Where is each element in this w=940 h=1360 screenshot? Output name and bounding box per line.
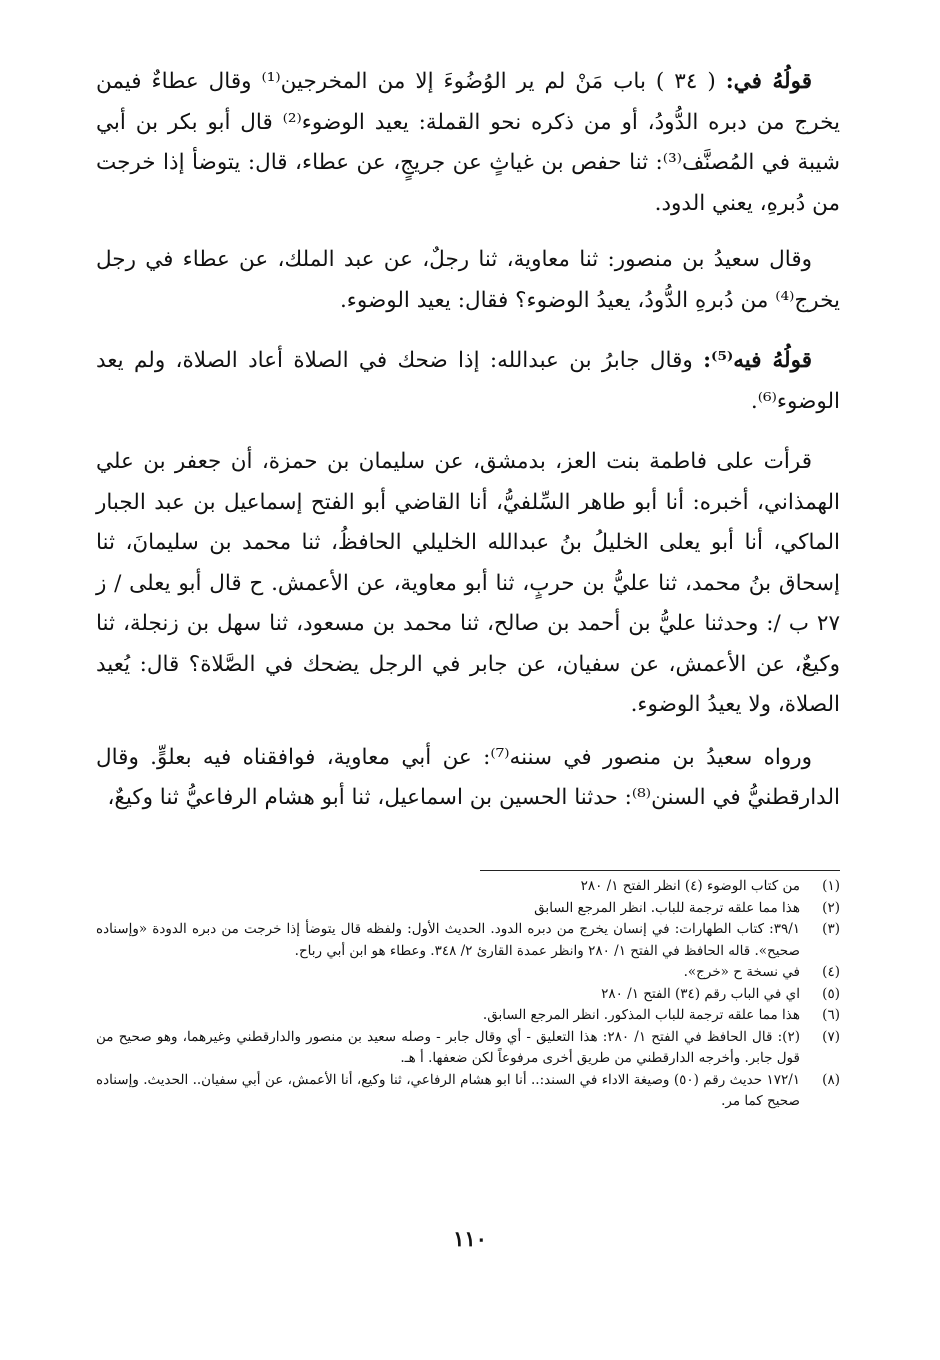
footnote-item xyxy=(96,962,840,984)
page-number: ١١٠ xyxy=(453,1226,487,1251)
footnote-text: اي في الباب رقم (٣٤) الفتح ١/ ٢٨٠ xyxy=(601,985,800,1002)
paragraph-1 xyxy=(96,62,840,224)
footnote-item xyxy=(96,1070,840,1113)
paragraph-3 xyxy=(96,341,840,422)
footnote-item xyxy=(96,898,840,920)
footnote-number: (٧) xyxy=(822,1028,840,1045)
footnote-item xyxy=(96,1027,840,1070)
footnote-text: ٣٩/١: كتاب الطهارات: في إنسان يخرج من دبره الدود. الحديث الأول: ولفظه قال يتوضأ إذا خرجت من دبره الدودة «وإسناده صحيح». قاله الحافظ في الفتح ١/ ٢٨٠ وانظر عمدة القارئ ٢/ ٣٤٨. وعطاء هو ابن أبي رباح. xyxy=(96,921,800,959)
footnote-number: (١) xyxy=(822,878,840,894)
main-text xyxy=(96,62,840,819)
paragraph-1-lead: قولُهُ في: xyxy=(725,69,812,94)
paragraph-1-text: ( ٣٤ ) باب مَنْ لم ير الوُضُوءَ إلا من المخرجين⁽¹⁾ وقال عطاءٌ فيمن يخرج من دبره الدُّودُ، أو من ذكره نحو القملة: يعيد الوضوء⁽²⁾ قال أبو بكر بن أبي شيبة في المُصنَّف⁽³⁾: ثنا حفص بن غياثٍ عن جريجٍ، عن عطاء، قال: يتوضأ إذا خرجت من دُبرهِ، يعني الدود. xyxy=(96,69,840,216)
paragraph-3-lead: قولُهُ فيه⁽⁵⁾: xyxy=(703,348,812,373)
footnote-number: (٤) xyxy=(822,964,840,980)
footnote-text: من كتاب الوضوء (٤) انظر الفتح ١/ ٢٨٠ xyxy=(580,878,800,894)
footnote-item xyxy=(96,984,840,1006)
footnote-item xyxy=(96,876,840,898)
footnote-item xyxy=(96,919,840,962)
footnote-text: (٢): قال الحافظ في الفتح ١/ ٢٨٠: هذا التعليق - أي وقال جابر - وصله سعيد بن منصور والدارقطني وغيرهما، وهو صحيح من قول جابر. وأخرجه الدارقطني من طريق أخرى مرفوعاً لكن ضعفها. أ هـ. xyxy=(96,1028,800,1066)
paragraph-3-text: وقال جابرُ بن عبدالله: إذا ضحك في الصلاة أعاد الصلاة، ولم يعد الوضوء⁽⁶⁾. xyxy=(96,348,840,414)
footnote-number: (٦) xyxy=(822,1007,840,1023)
footnote-text: في نسخة ح «خرج». xyxy=(683,964,800,980)
footnote-item xyxy=(96,1005,840,1027)
paragraph-2: وقال سعيدُ بن منصور: ثنا معاوية، ثنا رجلٌ، عن عبد الملك، عن عطاء في رجل يخرج⁽⁴⁾ من دُبرهِ الدُّودُ، يعيدُ الوضوء؟ فقال: يعيد الوضوء. xyxy=(96,247,840,313)
footnote-text: هذا مما علقه ترجمة للباب. انظر المرجع السابق xyxy=(534,899,800,916)
footnote-number: (٣) xyxy=(822,921,840,937)
footnote-text: هذا مما علقه ترجمة للباب المذكور. انظر المرجع السابق. xyxy=(482,1007,800,1023)
footnote-number: (٥) xyxy=(822,985,840,1002)
paragraph-4: قرأت على فاطمة بنت العز، بدمشق، عن سليمان بن حمزة، أن جعفر بن علي الهمذاني، أخبره: أنا أبو طاهر السِّلفيُّ، أنا القاضي أبو الفتح إسماعيل بن عبد الجبار الماكي، أنا أبو يعلى الخليلُ بنُ عبدالله الخليلي الحافظُ، ثنا محمد بن سليمانَ، ثنا إسحاق بنُ محمد، ثنا عليُّ بن حربٍ، ثنا أبو معاوية، عن الأعمش. ح قال أبو يعلى / ز ٢٧ ب /: وحدثنا عليُّ بن أحمد بن صالح، ثنا محمد بن مسعود، ثنا سهل بن زنجلة، ثنا وكيعٌ، عن الأعمش، عن سفيان، عن جابر في الرجل يضحك في الصَّلاة؟ قال: يُعيد الصلاة، ولا يعيدُ الوضوء. xyxy=(96,449,840,717)
footnote-text: ١٧٢/١ حديث رقم (٥٠) وصيغة الاداء في السند:.. أنا ابو هشام الرفاعي، ثنا وكيع، أنا الأعمش، عن أبي سفيان.. الحديث. وإسناده صحيح كما مر. xyxy=(96,1071,801,1109)
footnote-number: (٨) xyxy=(822,1071,840,1088)
footnote-divider xyxy=(480,870,840,871)
footnote-number: (٢) xyxy=(822,899,840,916)
paragraph-5: ورواه سعيدُ بن منصور في سننه⁽⁷⁾: عن أبي معاوية، فوافقناه فيه بعلوٍّ. وقال الدارقطنيُّ في السنن⁽⁸⁾: حدثنا الحسين بن اسماعيل، ثنا أبو هشام الرفاعيُّ ثنا وكيعٌ، xyxy=(96,744,840,810)
footnotes xyxy=(96,876,840,1113)
